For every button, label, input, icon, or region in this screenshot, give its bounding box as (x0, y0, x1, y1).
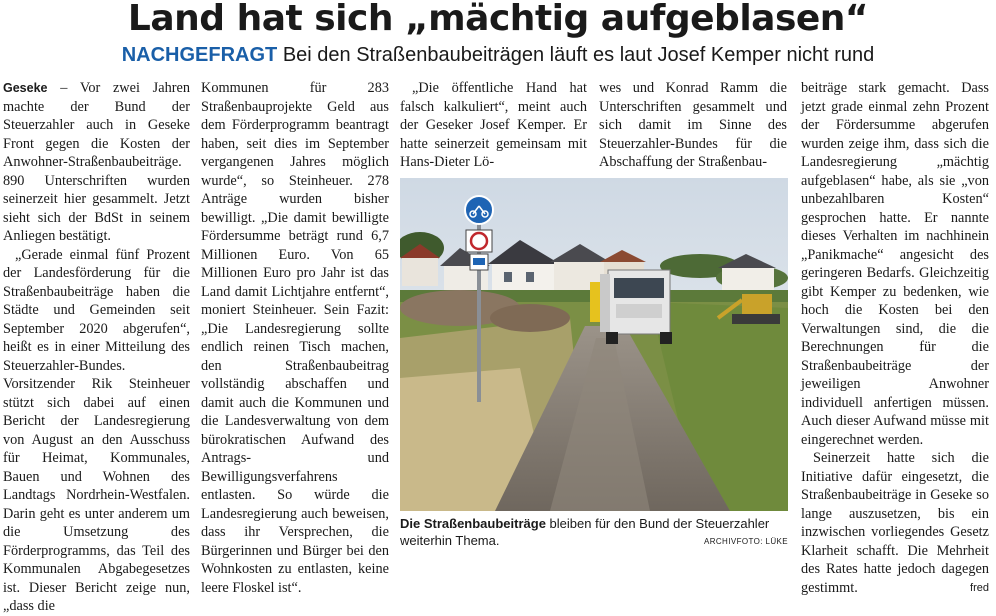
paragraph: „Die öffentliche Hand hat falsch kalkuliert“, meint auch der Geseker Josef Kemper. Er hatte seinerzeit gemeinsam mit Hans-Dieter Lö- (400, 80, 587, 170)
article-photo (400, 178, 788, 511)
article-column-2 (201, 79, 389, 597)
paragraph: – Vor zwei Jahren machte der Bund der Steuerzahler auch in Geseke Front gegen die Kosten der Anwohner-Straßenbaubeiträge. 890 Unterschriften wurden seinerzeit hier gesammelt. Jetzt sieht sich der BdSt in seinem Anliegen bestätigt. (3, 80, 190, 244)
paragraph: wes und Konrad Ramm die Unterschriften gesammelt und sich damit im Sinne des Steuerzahler-Bundes für die Abschaffung der Straßenbau- (599, 80, 787, 170)
deck: Bei den Straßenbaubeiträgen läuft es laut Josef Kemper nicht rund (282, 44, 875, 66)
article-column-1 (3, 79, 190, 616)
paragraph: beiträge stark gemacht. Dass jetzt grade einmal zehn Prozent der Fördersumme abgerufen wurden zeige ihm, dass sich die Landesregierung „mächtig aufgeblasen“ habe, als sie „von unbezahlbaren Kosten“ gesprochen hatte. Er nannte dieses Verhalten im nachhinein „Panikmache“ angesicht des geringeren Bedarfs. Gleichzeitig gibt Kemper zu bedenken, wie hoch die Kosten bei den Verwaltungen sind, die die Berechnungen für die Straßenbaubeiträge der jeweiligen Anwohner individuell anfertigen müssen. Auch dieser Aufwand müsse mit eingerechnet werden. (801, 80, 989, 448)
caption-text: bleiben für den Bund der Steuerzahler weiterhin Thema. (400, 516, 770, 548)
caption-lead: Die Straßenbaubeiträge (400, 516, 546, 531)
paragraph-text: Seinerzeit hatte sich die Initiative dafür eingesetzt, die Straßenbaubeiträge in Geseke so lange auszusetzen, bis ein inzwischen vorliegendes Gesetz Klarheit schafft. Die Mehrheit des Rates hatte jedoch dagegen gestimmt. (801, 450, 989, 596)
article-column-3 (400, 79, 587, 172)
dateline: Geseke (3, 81, 48, 95)
paragraph: Kommunen für 283 Straßenbauprojekte Geld aus dem Förderprogramm beantragt haben, seit dies im September vergangenen Jahres möglich wurde“, so Steinheuer. 278 Anträge wurden bisher bewilligt. „Die damit bewilligte Fördersumme beträgt rund 6,7 Millionen Euro. Von 65 Millionen Euro pro Jahr ist das Land damit Lichtjahre entfernt“, moniert Steinheuer. Sein Fazit: „Die Landesregierung sollte endlich reinen Tisch machen, den Straßenbaubeitrag vollständig abschaffen und damit auch die Kommunen und die Landesverwaltung von dem bürokratischen Aufwand des Antrags- und Bewilligungsverfahrens entlasten. So würde die Landesregierung auch beweisen, dass ihr Versprechen, die Bürgerinnen und Bürger bei den Wohnkosten zu entlasten, keine leere Floskel ist“. (201, 80, 389, 596)
kicker: NACHGEFRAGT (121, 44, 278, 66)
photo-caption (400, 515, 788, 549)
paragraph: „Gerade einmal fünf Prozent der Landesförderung für die Straßenbaubeiträge haben die Städte und Gemeinden seit September 2020 abgerufen“, heißt es in einer Mitteilung des Steuerzahler-Bundes. Vorsitzender Rik Steinheuer stützt sich dabei auf einen Bericht der Landesregierung von August an den Ausschuss für Heimat, Kommunales, Bauen und Wohnen des Landtags Nordrhein-Westfalen. Darin geht es unter anderem um die Umsetzung des Förderprogramms, das Teil des Kommunalen Abgabegesetzes ist. Dieser Bericht zeige nun, „dass die (3, 246, 190, 614)
headline: Land hat sich „mächtig aufgeblasen“ (127, 0, 869, 39)
author-tag: fred (970, 581, 989, 594)
article-column-4 (599, 79, 787, 172)
article-column-5 (801, 79, 989, 597)
paragraph (801, 449, 989, 597)
subheadline (0, 40, 996, 70)
photo-credit: ARCHIVFOTO: LÜKE (703, 537, 788, 546)
